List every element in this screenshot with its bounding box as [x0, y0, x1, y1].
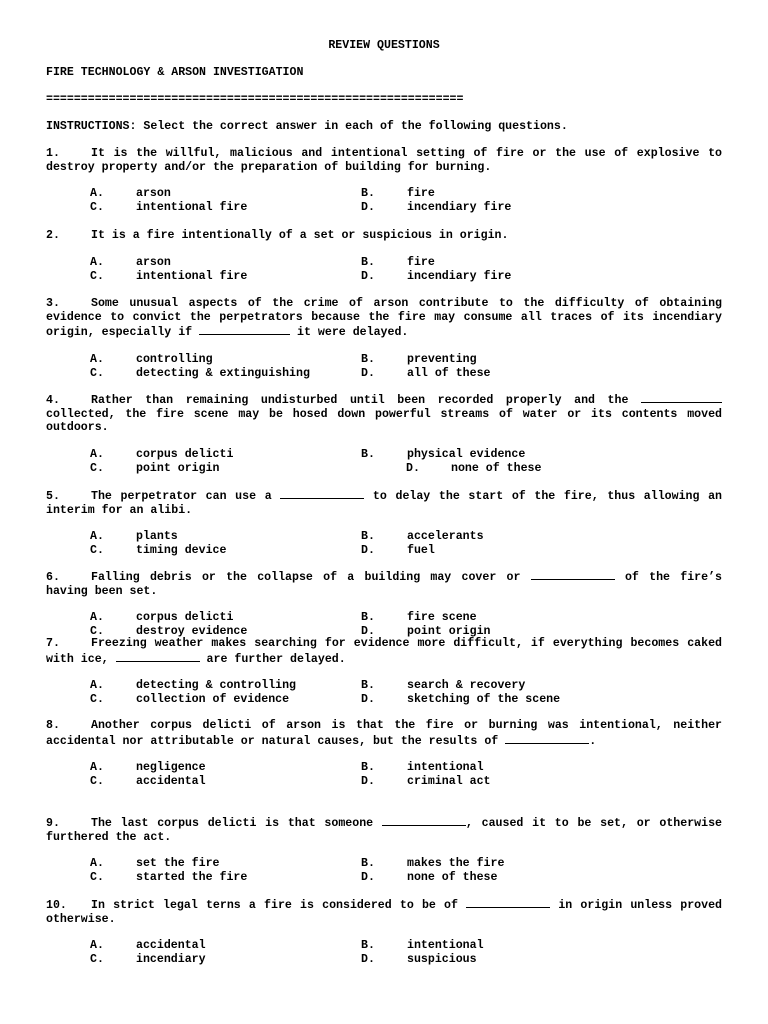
question-text-continued: collected, the fire scene may be hosed down powerful streams of water or its contents moved outdoors. [46, 407, 722, 435]
answer-blank [466, 897, 550, 908]
option-letter: B. [361, 761, 375, 775]
option-letter: B. [361, 530, 375, 544]
option-c [90, 871, 247, 885]
question-text-continued: are further delayed. [199, 652, 346, 666]
option-text: fire [407, 187, 435, 201]
option-letter: B. [361, 611, 375, 625]
question-9 [46, 815, 722, 885]
question-text-continued: of the fire’s having been set. [46, 571, 722, 598]
question-stem [46, 488, 722, 517]
question-stem [46, 815, 722, 844]
option-letter: A. [90, 857, 104, 871]
option-text: detecting & controlling [136, 679, 297, 693]
answer-blank [199, 324, 290, 335]
option-d [406, 462, 541, 476]
option-a [90, 256, 171, 270]
option-letter: C. [90, 775, 104, 789]
question-text: Freezing weather makes searching for evidence more difficult, if everything becomes caked with ice, [46, 637, 722, 666]
option-letter: D. [361, 775, 375, 789]
option-text: none of these [451, 461, 542, 475]
option-letter: D. [361, 693, 375, 707]
option-a [90, 187, 171, 201]
option-letter: B. [361, 857, 375, 871]
question-text: It is a fire intentionally of a set or suspicious in origin. [91, 229, 509, 242]
option-text: collection of evidence [136, 693, 290, 707]
option-letter: A. [90, 447, 104, 461]
option-text: plants [136, 530, 178, 544]
option-a [90, 530, 178, 544]
option-letter: D. [361, 201, 375, 215]
question-stem [46, 297, 722, 340]
option-d [361, 953, 477, 967]
option-letter: A. [90, 255, 104, 269]
option-b [361, 448, 525, 462]
option-text: makes the fire [407, 857, 505, 871]
option-text: suspicious [407, 953, 477, 967]
option-letter: A. [90, 939, 104, 953]
option-c [90, 693, 289, 707]
option-b [361, 761, 484, 775]
question-text: Some unusual aspects of the crime of arson contribute to the difficulty of obtaining evidence to convict the perpetrators because the fire may consume all traces of its incendiary origin, especially if [46, 297, 722, 340]
question-stem [46, 897, 722, 926]
option-d [361, 201, 511, 215]
question-8 [46, 719, 722, 789]
option-letter: C. [90, 693, 104, 707]
option-letter: A. [90, 761, 104, 775]
option-letter: D. [361, 269, 375, 283]
option-text: intentional [407, 939, 484, 953]
option-b [361, 857, 504, 871]
answer-options [46, 679, 722, 707]
question-text-continued: in origin unless proved otherwise. [46, 899, 723, 926]
question-4 [46, 392, 722, 476]
question-number: 6. [46, 571, 60, 584]
question-1 [46, 147, 722, 215]
option-d [361, 270, 511, 284]
question-number: 4. [46, 394, 60, 407]
question-text: In strict legal terns a fire is considered to be of [91, 899, 458, 912]
question-5 [46, 488, 722, 558]
option-text: destroy evidence [136, 625, 248, 639]
option-text: incendiary fire [407, 269, 512, 283]
option-text: set the fire [136, 857, 220, 871]
answer-blank [531, 569, 615, 580]
question-text: Falling debris or the collapse of a building may cover or [91, 571, 521, 584]
option-letter: B. [361, 255, 375, 269]
option-a [90, 353, 213, 367]
answer-options [46, 761, 722, 789]
option-text: intentional [407, 761, 484, 775]
answer-blank [280, 488, 364, 499]
question-stem [46, 569, 722, 598]
option-letter: A. [90, 679, 104, 693]
document-title: REVIEW QUESTIONS [328, 39, 440, 52]
separator-rule: ============================================================ [46, 93, 464, 106]
question-2 [46, 229, 722, 284]
question-stem [46, 392, 722, 435]
question-stem [46, 637, 722, 666]
question-text-continued: , caused it to be set, or otherwise furthered the act. [46, 817, 723, 844]
option-text: accelerants [407, 530, 484, 544]
option-letter: D. [361, 871, 375, 885]
question-stem [46, 229, 722, 243]
option-text: arson [136, 187, 171, 201]
option-c [90, 462, 220, 476]
option-letter: B. [361, 187, 375, 201]
option-text: point origin [407, 625, 491, 639]
question-text-continued: it were delayed. [290, 326, 409, 340]
option-letter: D. [406, 461, 420, 475]
option-a [90, 761, 206, 775]
question-7 [46, 637, 722, 707]
option-b [361, 353, 477, 367]
question-10 [46, 897, 722, 967]
option-text: physical evidence [407, 447, 526, 461]
option-d [361, 544, 435, 558]
option-letter: B. [361, 352, 375, 366]
answer-options [46, 939, 722, 967]
option-text: none of these [407, 871, 498, 885]
question-text: It is the willful, malicious and intentional setting of fire or the use of explosive to destroy property and/or the preparation of building for burning. [46, 147, 722, 174]
answer-blank [382, 815, 466, 826]
option-letter: C. [90, 953, 104, 967]
option-c [90, 953, 206, 967]
option-d [361, 693, 560, 707]
option-text: fuel [407, 544, 435, 558]
option-text: intentional fire [136, 201, 248, 215]
option-letter: B. [361, 447, 375, 461]
answer-options [46, 611, 722, 639]
question-number: 9. [46, 817, 60, 830]
option-text: controlling [136, 352, 213, 366]
option-text: sketching of the scene [407, 693, 561, 707]
option-text: started the fire [136, 871, 248, 885]
question-3 [46, 297, 722, 381]
option-letter: A. [90, 187, 104, 201]
option-a [90, 611, 233, 625]
option-a [90, 448, 233, 462]
option-b [361, 611, 477, 625]
option-a [90, 679, 296, 693]
answer-blank [116, 651, 200, 662]
answer-blank [505, 733, 589, 744]
option-c [90, 270, 247, 284]
option-c [90, 201, 247, 215]
option-letter: A. [90, 530, 104, 544]
option-letter: C. [90, 625, 104, 639]
option-letter: D. [361, 953, 375, 967]
question-stem [46, 719, 722, 748]
option-text: search & recovery [407, 679, 526, 693]
option-text: corpus delicti [136, 611, 234, 625]
question-text: The perpetrator can use a [91, 490, 272, 503]
option-c [90, 775, 206, 789]
option-text: detecting & extinguishing [136, 366, 310, 380]
option-text: incendiary [136, 953, 206, 967]
option-text: fire scene [407, 611, 477, 625]
question-number: 5. [46, 490, 60, 503]
option-letter: D. [361, 366, 375, 380]
question-text-continued: to delay the start of the fire, thus allowing an interim for an alibi. [46, 490, 722, 517]
question-number: 8. [46, 719, 60, 732]
option-b [361, 187, 435, 201]
option-c [90, 367, 310, 381]
answer-options [46, 530, 722, 558]
answer-blank [641, 392, 722, 403]
option-text: all of these [407, 366, 491, 380]
option-b [361, 530, 484, 544]
question-text: The last corpus delicti is that someone [91, 817, 374, 830]
question-stem [46, 147, 722, 174]
question-number: 3. [46, 297, 60, 310]
option-text: criminal act [407, 775, 491, 789]
option-letter: D. [361, 544, 375, 558]
option-letter: A. [90, 611, 104, 625]
option-text: arson [136, 255, 171, 269]
option-d [361, 871, 497, 885]
option-text: accidental [136, 939, 206, 953]
option-text: point origin [136, 461, 220, 475]
option-letter: C. [90, 366, 104, 380]
option-letter: C. [90, 871, 104, 885]
answer-options [46, 448, 722, 476]
option-letter: A. [90, 352, 104, 366]
option-text: accidental [136, 775, 206, 789]
answer-options [46, 857, 722, 885]
question-number: 1. [46, 147, 60, 160]
option-letter: C. [90, 461, 104, 475]
option-letter: D. [361, 625, 375, 639]
answer-options [46, 256, 722, 284]
question-6 [46, 569, 722, 639]
option-text: timing device [136, 544, 227, 558]
option-text: incendiary fire [407, 201, 512, 215]
question-text-continued: . [589, 734, 597, 748]
question-number: 2. [46, 229, 60, 242]
option-text: negligence [136, 761, 206, 775]
option-b [361, 256, 435, 270]
option-letter: B. [361, 939, 375, 953]
option-text: fire [407, 255, 435, 269]
option-text: corpus delicti [136, 447, 234, 461]
option-text: intentional fire [136, 269, 248, 283]
question-number: 10. [46, 899, 67, 912]
option-b [361, 679, 525, 693]
question-number: 7. [46, 637, 60, 650]
option-text: preventing [407, 352, 477, 366]
option-letter: C. [90, 201, 104, 215]
answer-options [46, 353, 722, 381]
option-a [90, 939, 206, 953]
option-b [361, 939, 484, 953]
instructions: INSTRUCTIONS: Select the correct answer in each of the following questions. [46, 120, 568, 133]
option-letter: C. [90, 269, 104, 283]
answer-options [46, 187, 722, 215]
option-d [361, 367, 491, 381]
subject-heading: FIRE TECHNOLOGY & ARSON INVESTIGATION [46, 66, 304, 79]
question-text: Rather than remaining undisturbed until been recorded properly and the [91, 394, 629, 407]
option-d [361, 775, 491, 789]
option-letter: B. [361, 679, 375, 693]
question-text: Another corpus delicti of arson is that the fire or burning was intentional, neither accidental nor attributable or natural causes, but the results of [46, 719, 722, 748]
option-a [90, 857, 220, 871]
option-c [90, 544, 226, 558]
option-letter: C. [90, 544, 104, 558]
